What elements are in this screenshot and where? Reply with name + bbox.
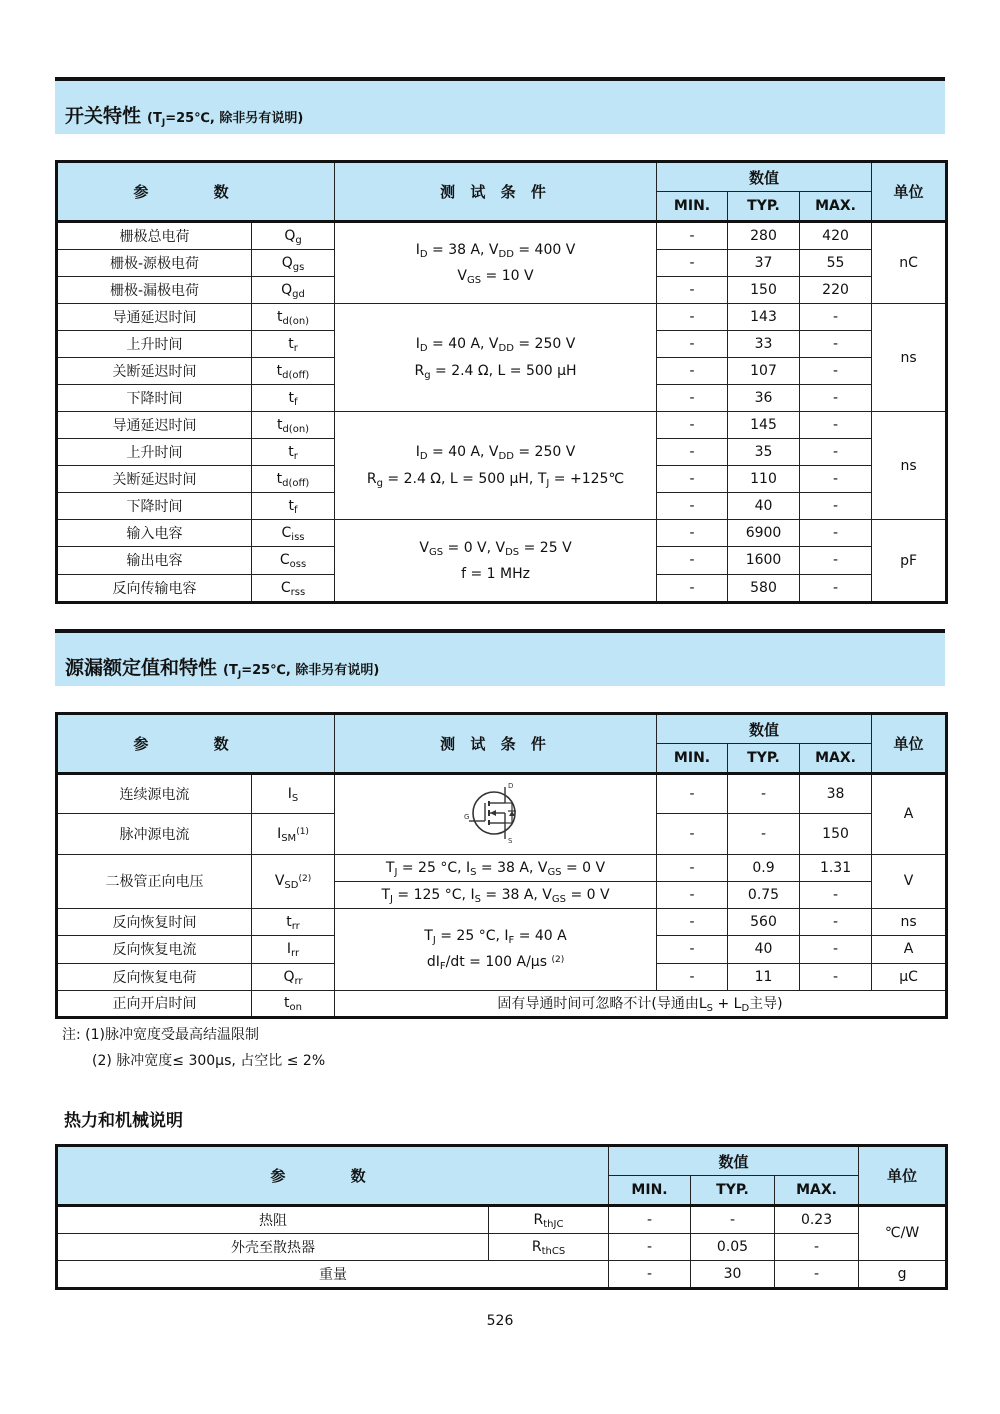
table-row: 脉冲源电流 $I_{SM}^{(1)}$ - - 150 [57,814,947,854]
unit-cell: ns [872,304,947,412]
unit-cell: ns [872,909,947,936]
header-param: 参 数 [57,1146,609,1206]
symbol-label-d: D [507,782,513,791]
test-condition: $T_J = 25$ °C, $I_F = 40$ A $dI_F/dt = 100$ A/μs $^{(2)}$ [335,909,657,991]
header-min: MIN. [609,1176,691,1206]
footnote-2: (2) 脉冲宽度≤ 300μs, 占空比 ≤ 2% [92,1053,326,1069]
table-row: 关断延迟时间 $t_{d(off)}$ - 110 - [57,466,947,493]
turn-on-note: 固有导通时间可忽略不计(导通由$L_S + L_D$主导) [335,990,947,1017]
page-number: 526 [486,1313,514,1329]
header-value: 数值 [609,1146,859,1176]
test-condition: $T_J = 25$ °C, $I_S = 38$ A, $V_{GS} = 0$ V [335,854,657,881]
header-param: 参 数 [57,714,335,774]
table-row: 栅极-源极电荷 $Q_{gs}$ - 37 55 [57,250,947,277]
table-row: 上升时间 $t_r$ - 35 - [57,439,947,466]
header-max: MAX. [775,1176,859,1206]
table-row: 导通延迟时间 $t_{d(on)}$ $I_D = 40$ A, $V_{DD} = 250$ V $R_g = 2.4$ Ω, L = 500 μH - 143 - ns [57,304,947,331]
header-param: 参 数 [57,162,335,222]
table-row: 输入电容 $C_{iss}$ $V_{GS} = 0$ V, $V_{DS} = 25$ V f = 1 MHz - 6900 - pF [57,520,947,547]
section-banner-switching [55,77,945,134]
test-condition: $I_D = 40$ A, $V_{DD} = 250$ V $R_g = 2.4$ Ω, L = 500 μH [335,304,657,412]
header-typ: TYP. [728,192,800,222]
header-condition: 测 试 条 件 [335,714,657,774]
thermal-mechanical-table [55,1144,948,1290]
table-row: 反向恢复时间 $t_{rr}$ $T_J = 25$ °C, $I_F = 40$ A $dI_F/dt = 100$ A/μs $^{(2)}$ - 560 - ns [57,909,947,936]
test-condition: $T_J = 125$ °C, $I_S = 38$ A, $V_{GS} = 0$ V [335,881,657,908]
table-row: 栅极-漏极电荷 $Q_{gd}$ - 150 220 [57,277,947,304]
table-row: 热阻 $R_{thJC}$ - - 0.23 ℃/W [57,1206,947,1234]
table-row: 输出电容 $C_{oss}$ - 1600 - [57,547,947,574]
table-row: 连续源电流 $I_S$ D G S - - 38 A [57,774,947,814]
header-value: 数值 [657,162,872,192]
test-condition: $I_D = 40$ A, $V_{DD} = 250$ V $R_g = 2.4$ Ω, L = 500 μH, $T_J$ = +125℃ [335,412,657,520]
header-max: MAX. [800,192,872,222]
header-typ: TYP. [728,744,800,774]
table-row: 正向开启时间 $t_{on}$ 固有导通时间可忽略不计(导通由$L_S + L_D$主导) [57,990,947,1017]
header-unit: 单位 [872,714,947,774]
unit-cell: nC [872,222,947,304]
section-condition: ($T_J=25℃$, 除非另有说明) [147,111,304,128]
mosfet-symbol-cell [335,774,657,855]
table-row: 下降时间 $t_f$ - 40 - [57,493,947,520]
symbol-label-s: S [507,837,512,846]
header-unit: 单位 [872,162,947,222]
table-row: 重量 - 30 - g [57,1260,947,1288]
header-condition: 测 试 条 件 [335,162,657,222]
header-value: 数值 [657,714,872,744]
unit-cell: ns [872,412,947,520]
header-typ: TYP. [691,1176,775,1206]
unit-cell: pF [872,520,947,603]
source-drain-table [55,712,948,1019]
unit-cell: A [872,774,947,855]
header-min: MIN. [657,192,728,222]
unit-cell: ℃/W [859,1206,947,1261]
unit-cell: A [872,936,947,963]
unit-cell: g [859,1260,947,1288]
unit-cell: μC [872,963,947,990]
table-row: 上升时间 $t_r$ - 33 - [57,331,947,358]
section-title-thermal: 热力和机械说明 [64,1111,183,1131]
table-row: 栅极总电荷 $Q_g$ $I_D = 38$ A, $V_{DD} = 400$ V $V_{GS} = 10$ V - 280 420 nC [57,222,947,250]
table-row: 反向传输电容 $C_{rss}$ - 580 - [57,574,947,603]
table-row: 外壳至散热器 $R_{thCS}$ - 0.05 - [57,1234,947,1261]
table-row: $T_J = 125$ °C, $I_S = 38$ A, $V_{GS} = 0$ V - 0.75 - [57,881,947,908]
symbol-label-g: G [463,813,469,822]
header-min: MIN. [657,744,728,774]
unit-cell: V [872,854,947,908]
test-condition: $I_D = 38$ A, $V_{DD} = 400$ V $V_{GS} = 10$ V [335,222,657,304]
table-row: 下降时间 $t_f$ - 36 - [57,385,947,412]
table-row: 关断延迟时间 $t_{d(off)}$ - 107 - [57,358,947,385]
section-banner-source-drain [55,629,945,686]
table-row: 反向恢复电荷 $Q_{rr}$ - 11 - μC [57,963,947,990]
table-row: 二极管正向电压 $V_{SD}^{(2)}$ $T_J = 25$ °C, $I_S = 38$ A, $V_{GS} = 0$ V - 0.9 1.31 V [57,854,947,881]
mosfet-symbol-icon [461,777,531,847]
table-row: 导通延迟时间 $t_{d(on)}$ $I_D = 40$ A, $V_{DD} = 250$ V $R_g = 2.4$ Ω, L = 500 μH, $T_J$ = +125℃ - 145 - ns [57,412,947,439]
footnote-1: 注: (1)脉冲宽度受最高结温限制 [62,1027,259,1043]
header-unit: 单位 [859,1146,947,1206]
section-condition: ($T_J=25℃$, 除非另有说明) [223,663,380,680]
section-title: 开关特性 ($T_J=25℃$, 除非另有说明) [65,105,304,128]
header-max: MAX. [800,744,872,774]
section-title: 源漏额定值和特性 ($T_J=25℃$, 除非另有说明) [65,657,380,680]
switching-characteristics-table [55,160,948,604]
test-condition: $V_{GS} = 0$ V, $V_{DS} = 25$ V f = 1 MHz [335,520,657,603]
table-row: 反向恢复电流 $I_{rr}$ - 40 - A [57,936,947,963]
footnotes [62,1022,325,1074]
